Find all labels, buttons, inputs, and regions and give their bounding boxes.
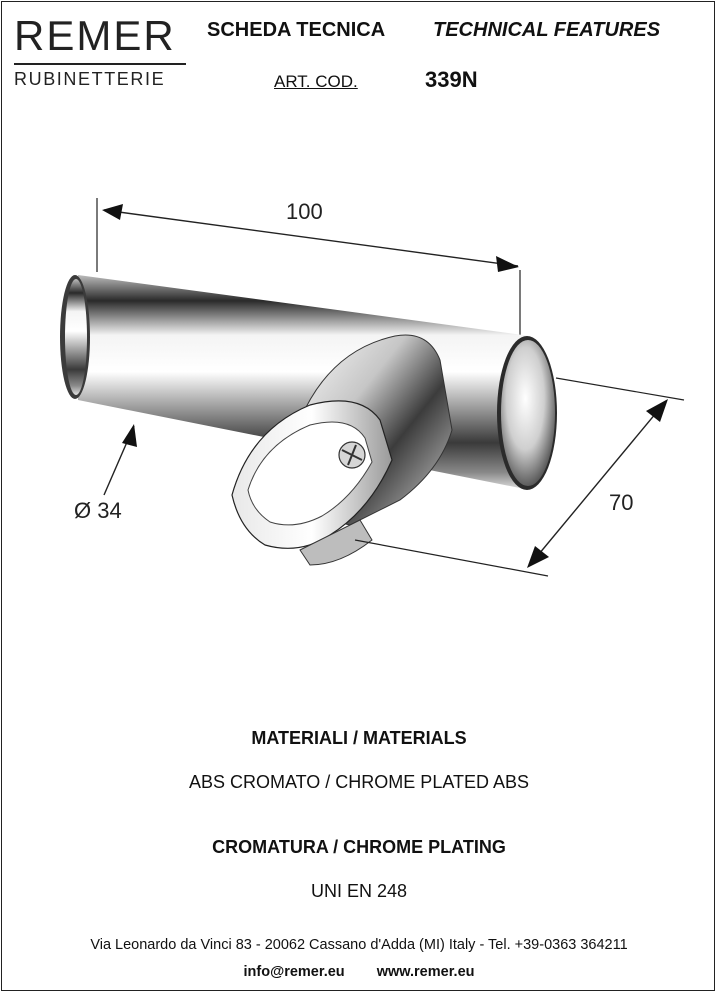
materials-heading: MATERIALI / MATERIALS (251, 728, 467, 748)
brand-name: REMER (14, 12, 176, 59)
footer-address: Via Leonardo da Vinci 83 - 20062 Cassano d'Adda (MI) Italy - Tel. +39-0363 364211 (90, 937, 628, 953)
brand-subtitle: RUBINETTERIE (14, 68, 166, 89)
brand-logo (14, 14, 190, 90)
plating-value: UNI EN 248 (310, 881, 408, 901)
footer-email[interactable]: info@remer.eu (243, 964, 345, 980)
materials-value: ABS CROMATO / CHROME PLATED ABS (188, 772, 530, 792)
dimension-depth: 70 (609, 490, 634, 515)
brand-divider (14, 63, 186, 65)
dimension-length: 100 (286, 199, 323, 224)
title-italian: SCHEDA TECNICA (207, 19, 386, 41)
footer-contacts (0, 964, 718, 980)
plating-heading: CROMATURA / CHROME PLATING (212, 837, 506, 857)
dimension-diameter: Ø 34 (74, 498, 122, 523)
article-code-value: 339N (425, 67, 478, 92)
product-drawing (0, 150, 718, 610)
product-illustration (0, 150, 718, 610)
title-english: TECHNICAL FEATURES (433, 19, 661, 41)
article-code-label: ART. COD. (274, 72, 358, 91)
footer-website[interactable]: www.remer.eu (376, 964, 475, 980)
